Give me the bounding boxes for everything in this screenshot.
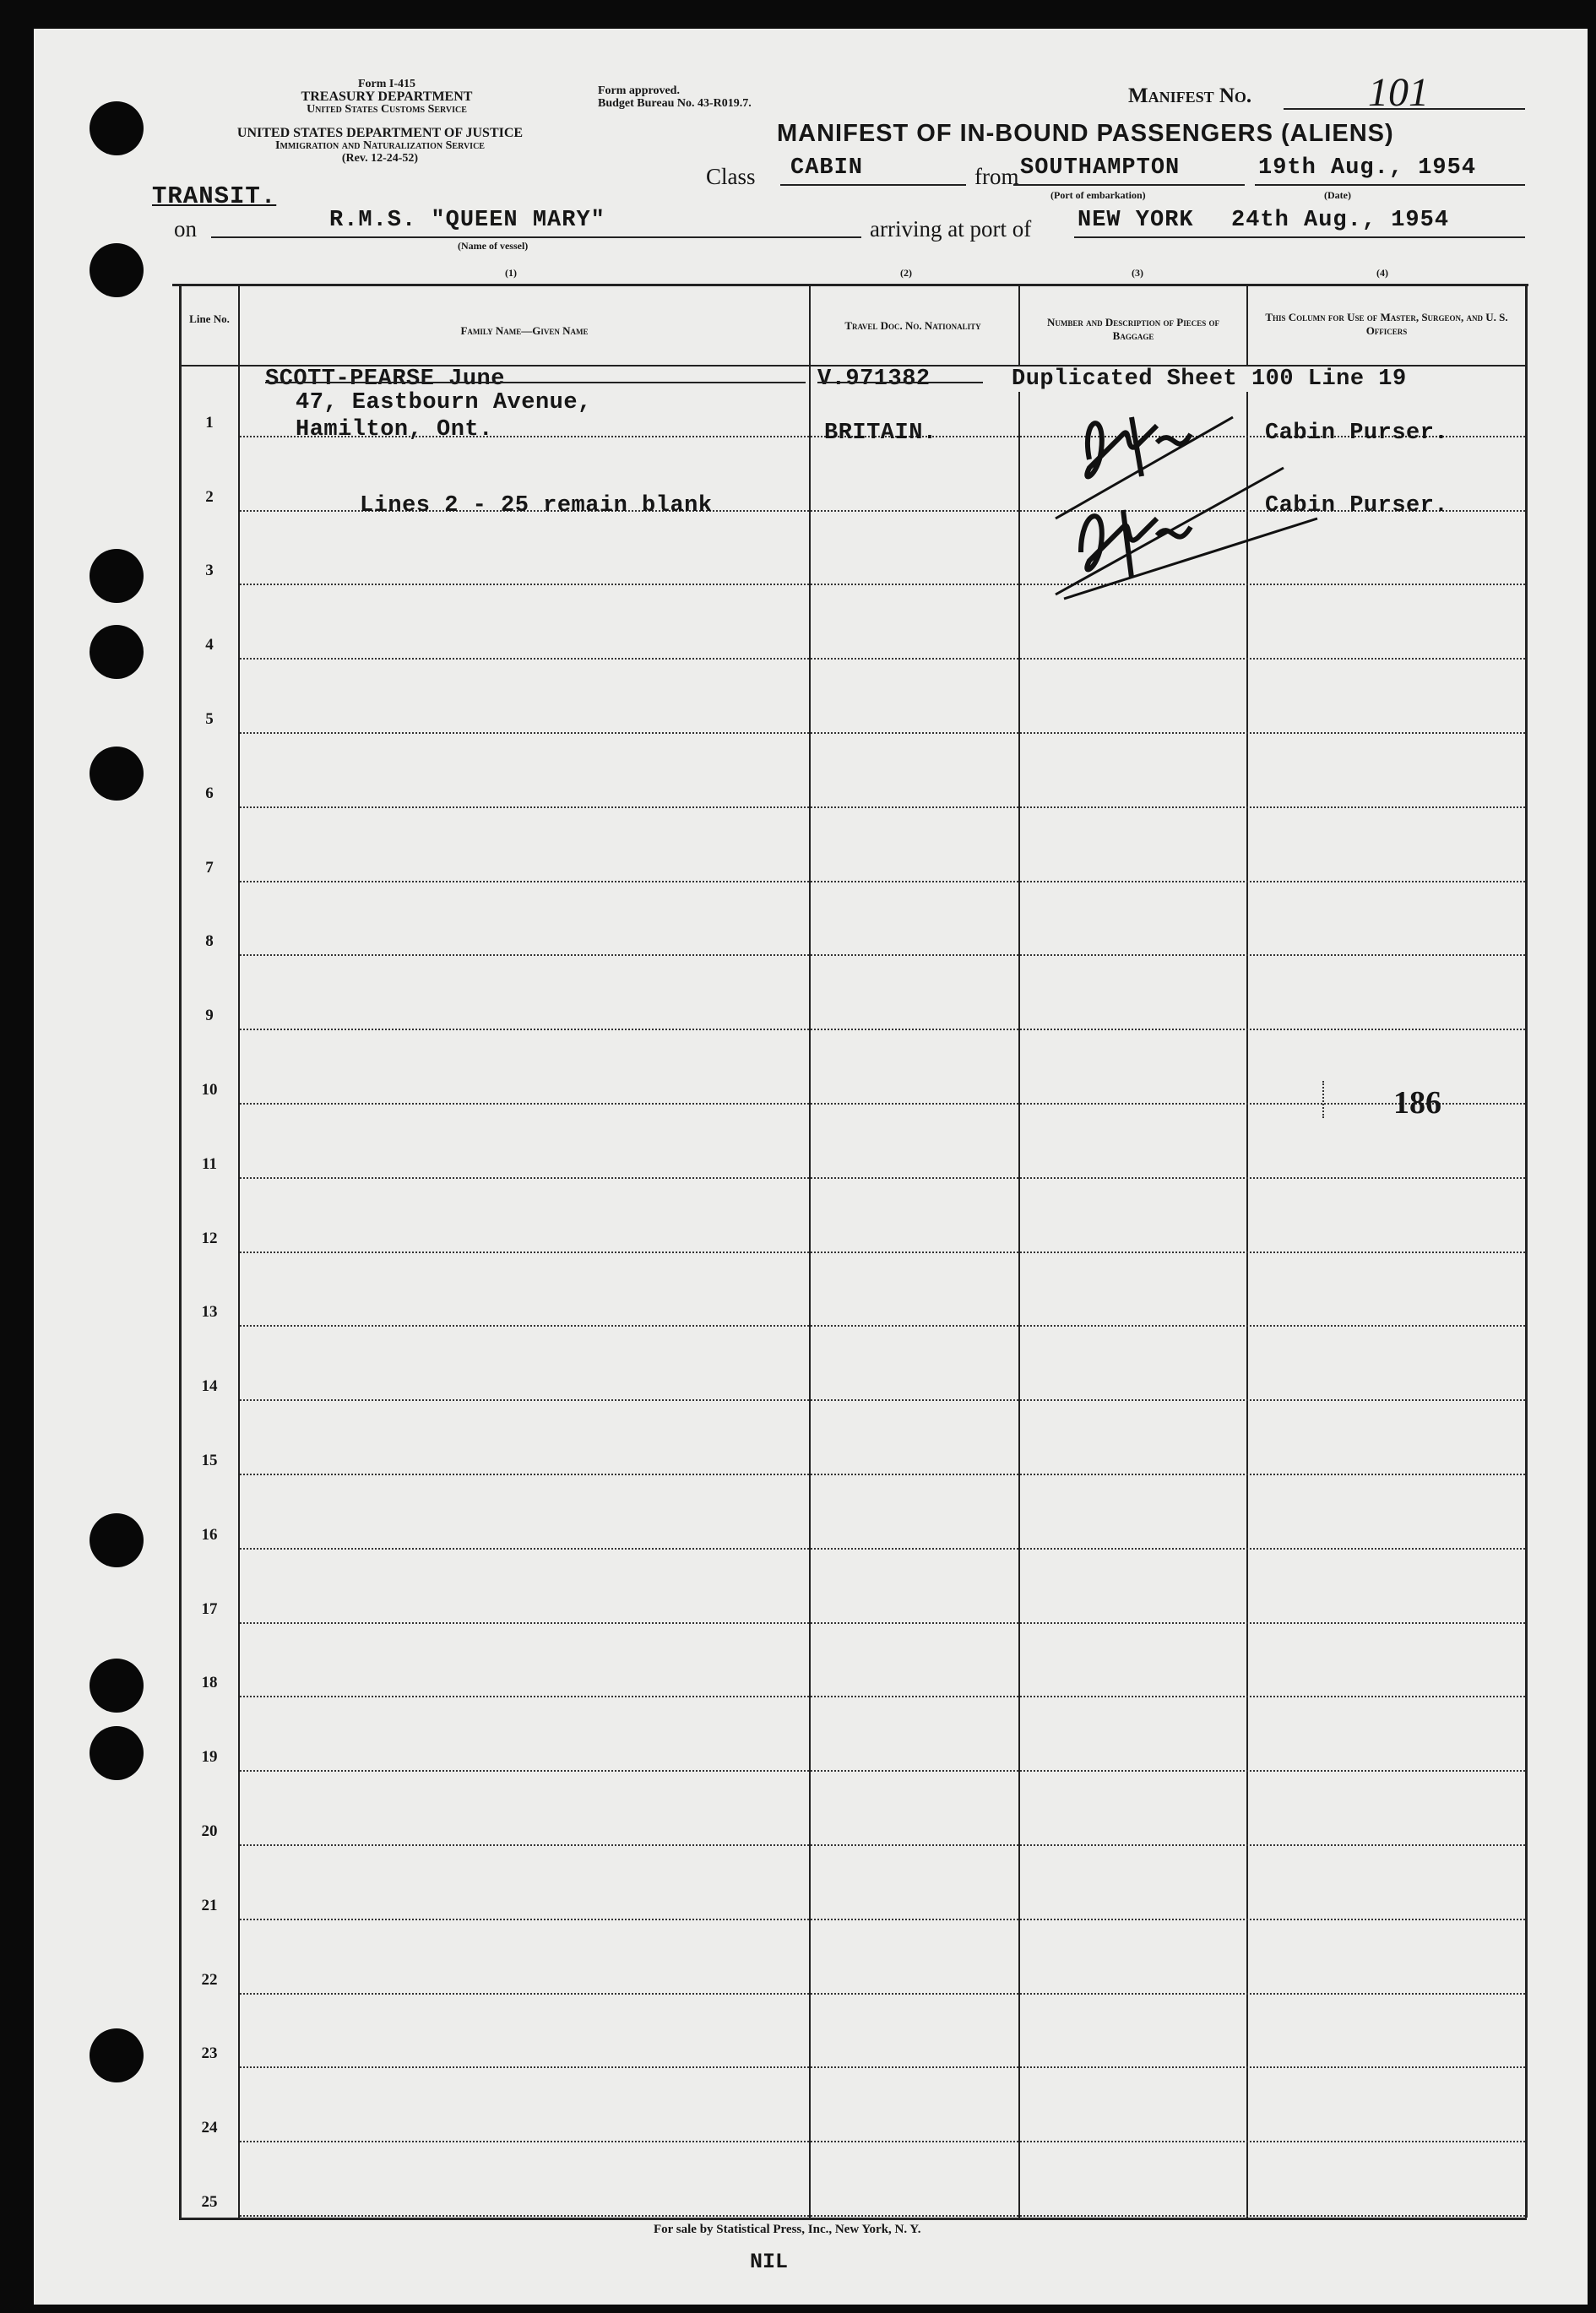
- form-approved: Form approved.: [598, 84, 680, 97]
- line-number: 14: [201, 1377, 218, 1396]
- row-rule: [240, 1548, 1525, 1550]
- col-num-1: (1): [505, 267, 517, 279]
- line-number: 10: [201, 1081, 218, 1099]
- from-label: from: [974, 164, 1019, 189]
- punch-hole: [90, 625, 144, 679]
- header-travel-doc: Travel Doc. No. Nationality: [844, 319, 981, 332]
- punch-hole: [90, 2028, 144, 2082]
- line-number: 18: [201, 1674, 218, 1692]
- row-rule: [240, 1770, 1525, 1772]
- col-num-4: (4): [1376, 267, 1388, 279]
- footer-nil: NIL: [750, 2250, 789, 2274]
- entry1-address-city: Hamilton, Ont.: [296, 417, 493, 443]
- passenger-count-stamp: 186: [1393, 1085, 1441, 1121]
- arriving-label: arriving at port of: [870, 216, 1032, 242]
- line-number: 12: [201, 1229, 218, 1247]
- ins-service: Immigration and Naturalization Service: [275, 139, 485, 152]
- line-number: 8: [205, 932, 214, 951]
- form-number: Form I-415: [357, 78, 416, 90]
- row-rule: [240, 881, 1525, 882]
- line-number: 13: [201, 1303, 218, 1322]
- arrival-underline: [1074, 236, 1525, 238]
- punch-hole: [90, 243, 144, 297]
- line-number: 7: [205, 858, 214, 877]
- header-line-no: Line No.: [189, 312, 230, 325]
- vessel-underline: [211, 236, 861, 238]
- entry1-doc-strike: [817, 382, 983, 383]
- row-rule: [240, 806, 1525, 808]
- entry1-strike-through: [265, 382, 806, 383]
- punch-hole: [90, 1513, 144, 1567]
- arrival-date: 24th Aug., 1954: [1231, 208, 1450, 233]
- header-family-name: Family Name—Given Name: [460, 324, 589, 337]
- treasury-department: TREASURY DEPARTMENT: [301, 90, 473, 104]
- row-rule: [240, 658, 1525, 660]
- entry2-blank-note: Lines 2 - 25 remain blank: [360, 493, 713, 519]
- line-number: 11: [202, 1154, 217, 1173]
- row-rule: [240, 2215, 1525, 2217]
- entry1-name: SCOTT-PEARSE June: [265, 366, 505, 392]
- row-rule: [240, 1622, 1525, 1624]
- punch-hole: [90, 1726, 144, 1780]
- date-underline: [1255, 184, 1525, 186]
- line-number: 6: [205, 784, 214, 802]
- entry1-duplicate-note: Duplicated Sheet 100 Line 19: [1012, 366, 1407, 392]
- port-underline: [1013, 184, 1245, 186]
- class-underline: [780, 184, 966, 186]
- entry1-address-street: 47, Eastbourn Avenue,: [296, 390, 592, 415]
- table-bottom-border: [179, 2218, 1527, 2220]
- class-label: Class: [706, 164, 756, 189]
- form-header-left: [243, 78, 530, 116]
- line-number: 1: [205, 413, 214, 432]
- manifest-sheet: [34, 29, 1588, 2305]
- revision-date: (Rev. 12-24-52): [341, 152, 419, 165]
- table-left-border: [179, 284, 182, 2218]
- line-number: 19: [201, 1748, 218, 1767]
- entry1-official: Cabin Purser.: [1265, 421, 1449, 446]
- table-right-border: [1525, 284, 1528, 2218]
- entry1-travel-doc-no: V.971382: [817, 366, 931, 392]
- footer-sale-notice: For sale by Statistical Press, Inc., New York, N. Y.: [654, 2223, 921, 2236]
- line-number: 25: [201, 2193, 218, 2211]
- header-baggage: Number and Description of Pieces of Baggage: [1047, 316, 1219, 342]
- punch-hole: [90, 747, 144, 801]
- manifest-no-label: Manifest No.: [1128, 84, 1252, 107]
- punch-hole: [90, 1659, 144, 1713]
- line-number: 16: [201, 1525, 218, 1544]
- line-number: 21: [201, 1896, 218, 1914]
- budget-bureau: Budget Bureau No. 43-R019.7.: [598, 97, 752, 110]
- row-rule: [240, 1474, 1525, 1475]
- line-number: 15: [201, 1452, 218, 1469]
- line-number: 2: [205, 487, 214, 506]
- row-rule: [240, 1029, 1525, 1030]
- count-tick: [1322, 1081, 1324, 1118]
- vessel-caption: (Name of vessel): [458, 240, 529, 252]
- entry1-nationality: BRITAIN.: [824, 421, 937, 446]
- row-rule: [240, 1993, 1525, 1995]
- line-number: 22: [201, 1970, 218, 1989]
- row-rule: [240, 1919, 1525, 1920]
- departure-date: 19th Aug., 1954: [1258, 155, 1477, 181]
- justice-department: UNITED STATES DEPARTMENT OF JUSTICE: [236, 126, 524, 140]
- row-rule: [240, 1844, 1525, 1846]
- port-embarkation-caption: (Port of embarkation): [1050, 189, 1146, 201]
- header-official-use: This Column for Use of Master, Surgeon, and U. S. Officers: [1265, 311, 1508, 337]
- line-number: 24: [201, 2119, 218, 2137]
- row-rule: [240, 1399, 1525, 1401]
- page-title: MANIFEST OF IN-BOUND PASSENGERS (ALIENS): [777, 120, 1394, 147]
- row-rule: [240, 1103, 1525, 1105]
- port-embarkation: SOUTHAMPTON: [1020, 155, 1181, 181]
- entry2-official: Cabin Purser.: [1265, 493, 1449, 519]
- col-num-2: (2): [900, 267, 912, 279]
- line-number: 17: [201, 1599, 218, 1618]
- row-rule: [240, 1696, 1525, 1697]
- row-rule: [240, 2066, 1525, 2068]
- class-value: CABIN: [790, 155, 864, 181]
- form-header-justice: [177, 127, 583, 165]
- vessel-name: R.M.S. "QUEEN MARY": [329, 208, 605, 233]
- customs-service: United States Customs Service: [307, 103, 467, 116]
- handwritten-initials-signature: [1030, 383, 1351, 603]
- transit-stamp: TRANSIT.: [152, 182, 277, 210]
- approval-block: [598, 84, 752, 110]
- punch-hole: [90, 101, 144, 155]
- date-caption: (Date): [1324, 189, 1351, 201]
- row-rule: [240, 954, 1525, 956]
- table-top-border: [172, 284, 1528, 286]
- line-number: 20: [201, 1822, 218, 1840]
- row-rule: [240, 1177, 1525, 1179]
- manifest-no-underline: [1284, 108, 1525, 110]
- line-number: 5: [205, 710, 214, 728]
- line-number: 3: [205, 562, 214, 580]
- col-num-3: (3): [1132, 267, 1143, 279]
- line-number: 23: [201, 2044, 218, 2063]
- punch-hole: [90, 549, 144, 603]
- line-number: 9: [205, 1007, 214, 1025]
- row-rule: [240, 2141, 1525, 2142]
- arrival-port: NEW YORK: [1078, 208, 1194, 233]
- line-number: 4: [205, 636, 214, 654]
- on-label: on: [174, 216, 197, 242]
- row-rule: [240, 1252, 1525, 1253]
- row-rule: [240, 1325, 1525, 1327]
- manifest-no-handwritten: 101: [1368, 70, 1429, 115]
- row-rule: [240, 732, 1525, 734]
